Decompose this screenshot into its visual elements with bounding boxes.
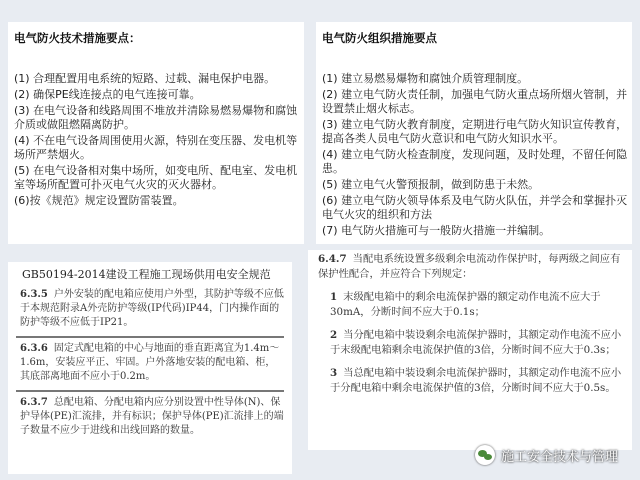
divider (16, 336, 284, 338)
clause-text: 户外安装的配电箱应使用户外型，其防护等级不应低于本规范附录A外壳防护等级(IP代码)IP44，门内操作面的防护等级不应低于IP21。 (20, 289, 284, 328)
clause-number: 6.3.6 (20, 343, 48, 354)
clause-647-intro (308, 250, 632, 282)
organizational-item: (6) 建立电气防火领导体系及电气防火队伍，并学会和掌握扑灭电气火灾的组织和方法 (322, 194, 628, 221)
clause-647-item-3 (308, 364, 632, 396)
watermark (475, 440, 618, 470)
item-text: 当分配电箱中装设剩余电流保护器时，其额定动作电流不应小于末级配电箱剩余电流保护值的3倍，分断时间不应大于0.3s； (330, 329, 622, 356)
clause-636 (8, 342, 292, 384)
clause-number: 6.3.5 (20, 289, 48, 300)
organizational-item: (2) 建立电气防火责任制，加强电气防火重点场所烟火管制，并设置禁止烟火标志。 (322, 88, 628, 115)
organizational-item: (7) 电气防火措施可与一般防火措施一并编制。 (322, 224, 551, 237)
clause-number: 6.4.7 (318, 253, 347, 265)
clause-text: 当配电系统设置多级剩余电流动作保护时，每两级之间应有保护性配合，并应符合下列规定： (318, 253, 621, 280)
clause-text: 总配电箱、分配电箱内应分别设置中性导体(N)、保护导体(PE)汇流排，并有标识；保护导体(PE)汇流排上的端子数量不应少于进线和出线回路的数量。 (20, 397, 284, 436)
technical-item: (6)按《规范》规定设置防雷装置。 (14, 194, 184, 207)
organizational-measures-title: 电气防火组织措施要点 (322, 31, 437, 45)
item-text: 当总配电箱中装设剩余电流保护器时，其额定动作电流不应小于分配电箱中剩余电流保护值的3倍，分断时间不应大于0.5s。 (330, 367, 622, 394)
standard-excerpt-left (8, 262, 292, 474)
organizational-item: (5) 建立电气火警预报制，做到防患于未然。 (322, 178, 540, 191)
standard-excerpt-right (308, 250, 632, 450)
clause-number: 6.3.7 (20, 397, 48, 408)
clause-647-item-1 (308, 288, 632, 320)
technical-item: (5) 在电气设备相对集中场所，如变电所、配电室、发电机室等场所配置可扑灭电气火灾的灭火器材。 (14, 164, 298, 191)
wechat-icon (475, 445, 495, 465)
divider (16, 390, 284, 392)
organizational-item: (4) 建立电气防火检查制度，发现问题，及时处理，不留任何隐患。 (322, 148, 628, 175)
watermark-text: 施工安全技术与管理 (500, 449, 618, 465)
clause-text: 固定式配电箱的中心与地面的垂直距离宜为1.4m～1.6m，安装应平正、牢固。户外落地安装的配电箱、柜，其底部离地面不应小于0.2m。 (20, 343, 280, 382)
technical-item: (2) 确保PE线连接点的电气连接可靠。 (14, 88, 201, 101)
clause-637 (8, 396, 292, 438)
technical-measures-column (14, 30, 306, 210)
technical-measures-title: 电气防火技术措施要点： (14, 31, 141, 45)
technical-item: (1) 合理配置用电系统的短路、过载、漏电保护电器。 (14, 72, 276, 85)
item-number: 3 (330, 367, 338, 379)
item-number: 1 (330, 291, 338, 303)
organizational-item: (1) 建立易燃易爆物和腐蚀介质管理制度。 (322, 72, 529, 85)
technical-item: (4) 不在电气设备周围使用火源，特别在变压器、发电机等场所严禁烟火。 (14, 134, 298, 161)
item-text: 末级配电箱中的剩余电流保护器的额定动作电流不应大于30mA，分断时间不应大于0.1s； (330, 291, 601, 318)
technical-item: (3) 在电气设备和线路周围不堆放并清除易燃易爆物和腐蚀介质或做阻燃隔离防护。 (14, 104, 298, 131)
item-number: 2 (330, 329, 338, 341)
clause-647-item-2 (308, 326, 632, 358)
standard-title: GB50194-2014建设工程施工现场供用电安全规范 (22, 268, 271, 281)
organizational-measures-column (322, 30, 634, 240)
clause-635 (8, 288, 292, 330)
organizational-item: (3) 建立电气防火教育制度，定期进行电气防火知识宣传教育，提高各类人员电气防火意识和电气防火知识水平。 (322, 118, 628, 145)
